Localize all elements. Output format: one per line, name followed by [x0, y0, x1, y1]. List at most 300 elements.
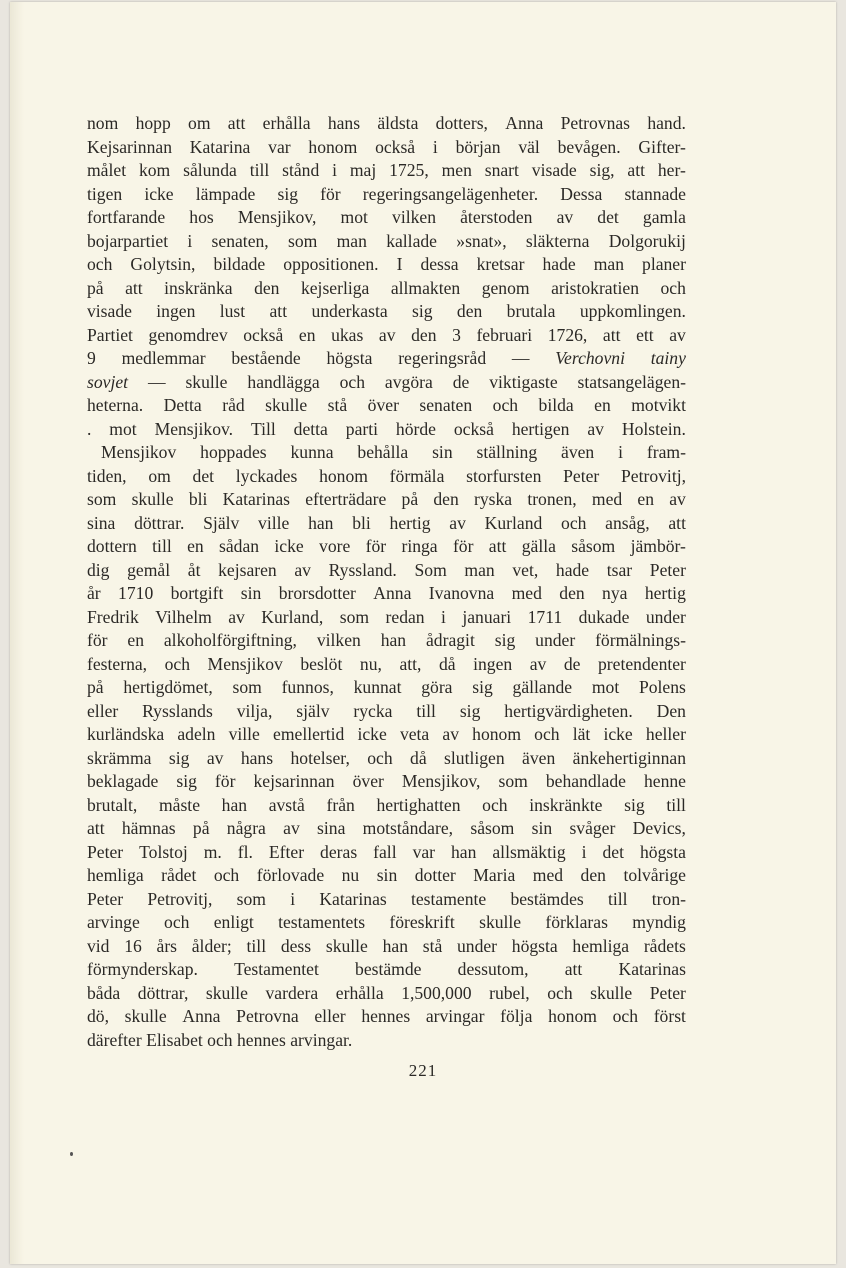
word: om — [188, 113, 211, 133]
word: I — [396, 254, 403, 274]
word: Katarinas — [319, 888, 387, 909]
word: av — [294, 559, 311, 580]
word: då — [438, 653, 456, 674]
word: över — [352, 771, 384, 791]
word: deras — [320, 841, 358, 862]
word: Kejsarinnan — [87, 136, 173, 157]
text-line — [87, 653, 686, 677]
word: dö, — [87, 1006, 109, 1026]
word: med — [532, 865, 564, 885]
word: medlemmar — [121, 348, 206, 368]
word: dukade — [578, 606, 630, 627]
word: visade — [531, 160, 577, 180]
word: stå — [327, 395, 348, 415]
word: efterträdare — [305, 489, 387, 509]
word: göra — [421, 677, 453, 697]
word: vore — [319, 536, 351, 556]
word: änkehertiginnan — [572, 747, 686, 768]
word: regeringsangelägenheter. — [362, 183, 539, 204]
word: ville — [228, 724, 260, 744]
word: erhålla — [262, 113, 311, 133]
word: dottern — [87, 536, 137, 556]
word: Peter — [563, 465, 600, 486]
word: förmynderskap. — [87, 959, 198, 979]
text-line — [87, 253, 686, 277]
word: till — [249, 160, 270, 180]
word: mot — [340, 207, 368, 227]
word: då — [410, 747, 427, 768]
word: Mensjikov, — [237, 207, 317, 227]
word: följa — [500, 1006, 533, 1026]
word: att, — [399, 653, 422, 674]
word: sig — [459, 700, 481, 721]
word: under — [645, 606, 686, 627]
word: lät — [572, 724, 591, 744]
word: år — [87, 583, 101, 603]
word: dotters, — [435, 113, 488, 133]
text-line — [87, 112, 686, 136]
word: skulle — [131, 489, 174, 509]
word: hörde — [395, 418, 436, 439]
text-line — [87, 747, 686, 771]
word: ryska — [473, 489, 513, 509]
document-page — [10, 2, 836, 1264]
word: nom — [87, 113, 119, 133]
word: hos — [189, 207, 214, 227]
word: en — [127, 630, 144, 650]
word: Anna — [505, 113, 544, 133]
word: Kurland — [484, 512, 543, 533]
word: och — [561, 512, 587, 533]
word: ingen — [473, 653, 513, 674]
word: vid — [87, 935, 110, 956]
word: Verchovni — [555, 348, 625, 368]
word: för — [452, 536, 474, 556]
word: sig — [168, 747, 190, 768]
word: m. — [203, 841, 222, 862]
word: som — [339, 606, 370, 627]
word: Mensjikov — [207, 653, 283, 674]
word: nu, — [359, 653, 382, 674]
word: senaten — [419, 395, 473, 415]
word: 1711 — [527, 606, 563, 627]
word: till — [416, 700, 436, 721]
text-line — [87, 958, 686, 982]
word: att — [87, 818, 105, 838]
word: mot — [109, 418, 137, 439]
word: sålunda — [183, 160, 237, 180]
word: hade — [542, 254, 576, 274]
word: arvingar. — [290, 1029, 353, 1050]
word: ringa — [401, 536, 438, 556]
word: bojarpartiet — [87, 230, 169, 251]
word: också — [375, 136, 416, 157]
word: icke — [603, 724, 633, 744]
word: heterna. — [87, 395, 144, 415]
word: under — [535, 630, 576, 650]
word: att — [269, 301, 288, 321]
word: skulle — [325, 935, 368, 956]
text-line — [87, 700, 686, 724]
word: kunna — [290, 442, 334, 462]
word: i — [441, 606, 446, 627]
word: bli — [352, 512, 371, 533]
word: inskränkte — [529, 794, 603, 815]
word: tainy — [650, 348, 686, 368]
word: hade — [555, 559, 590, 580]
text-line — [87, 864, 686, 888]
word: på — [192, 818, 210, 838]
word: sig — [277, 183, 299, 204]
word: sig — [494, 630, 516, 650]
word: i — [187, 230, 193, 251]
word: honom — [472, 724, 522, 744]
word: Ivanovna — [428, 583, 495, 603]
text-line — [87, 394, 686, 418]
word: väl — [518, 136, 540, 157]
word: Devics, — [632, 818, 686, 838]
word: Petrovitj, — [147, 888, 213, 909]
text-line — [87, 1005, 686, 1029]
word: på — [87, 677, 104, 697]
word: han — [382, 935, 408, 956]
word: för — [214, 771, 236, 791]
word: kejserliga — [300, 277, 370, 298]
word: hennes — [361, 1006, 411, 1026]
word: testamentets — [278, 912, 366, 932]
word: själv — [296, 700, 330, 721]
word: emellertid — [273, 724, 345, 744]
word: Till — [250, 418, 276, 439]
word: det — [602, 841, 624, 862]
word: stå — [422, 935, 443, 956]
body-text — [87, 112, 686, 1052]
word: regeringsråd — [398, 348, 487, 368]
word: dotter — [414, 865, 456, 885]
word: Tolstoj — [139, 841, 188, 862]
word: att — [488, 536, 507, 556]
word: att — [227, 113, 246, 133]
word: eller — [314, 1006, 346, 1026]
word: hand. — [647, 113, 686, 133]
text-line — [87, 723, 686, 747]
word: en — [594, 395, 611, 415]
word: arvingar — [425, 1006, 485, 1026]
word: Peter — [87, 841, 124, 862]
text-line — [87, 512, 686, 536]
word: 3 — [452, 324, 461, 345]
word: av — [228, 606, 245, 627]
word: till — [246, 935, 267, 956]
word: Petrovnas — [560, 113, 631, 133]
word: 16 — [124, 935, 142, 956]
word: 1,500,000 — [401, 982, 472, 1003]
word: som — [287, 230, 318, 251]
word: sig, — [589, 160, 615, 180]
paper-speck — [70, 1152, 73, 1156]
word: uppkomlingen. — [579, 301, 686, 321]
word: visade — [87, 301, 132, 321]
word: var — [268, 136, 291, 157]
word: såsom — [470, 818, 515, 838]
word: testamente — [410, 888, 487, 909]
word: dessutom, — [457, 959, 529, 979]
word: slutligen — [444, 747, 505, 768]
word: Rysslands — [142, 700, 213, 721]
word: festerna, — [87, 653, 148, 674]
page-number: 221 — [408, 1061, 438, 1080]
word: förmäla — [389, 465, 445, 486]
word: sig — [176, 771, 197, 791]
text-line — [87, 1029, 686, 1053]
word: myndig — [632, 912, 686, 932]
word: Peter — [649, 559, 686, 580]
word: beslöt — [300, 653, 343, 674]
word: tigen — [87, 183, 123, 204]
word: bestämdes — [510, 888, 584, 909]
word: nya — [602, 583, 628, 603]
word: heller — [645, 724, 686, 744]
word: i — [432, 136, 438, 157]
word: her- — [657, 160, 686, 180]
word: på — [401, 489, 419, 509]
text-line — [87, 606, 686, 630]
text-line — [87, 183, 686, 207]
word: sådan — [219, 536, 260, 556]
word: hertigen — [511, 418, 570, 439]
word: förmälnings- — [595, 630, 686, 650]
word: hertig — [644, 583, 686, 603]
word: storfursten — [466, 465, 542, 486]
word: Partiet — [87, 324, 133, 345]
word: genom — [481, 277, 530, 298]
word: icke — [144, 183, 174, 204]
word: den — [580, 865, 606, 885]
text-line — [87, 206, 686, 230]
text-line — [87, 136, 686, 160]
word: Kurland, — [261, 606, 324, 627]
word: högsta — [511, 935, 558, 956]
word: arvinge — [87, 912, 140, 932]
word: 9 — [87, 348, 96, 368]
word: nu — [341, 865, 360, 885]
word: i — [581, 841, 587, 862]
word: honom — [548, 1006, 597, 1026]
word: honom — [308, 136, 358, 157]
word: i — [332, 160, 338, 180]
word: genomdrev — [148, 324, 228, 345]
word: i — [618, 442, 624, 462]
word: sig — [472, 677, 493, 697]
word: Katarinas — [222, 489, 291, 509]
word: ställning — [476, 442, 538, 462]
word: döttrar, — [137, 982, 189, 1003]
word: för — [87, 630, 108, 650]
word: kretsar — [476, 254, 525, 274]
word: pretendenter — [598, 653, 686, 674]
word: Petrovna — [236, 1006, 299, 1026]
word: gemål — [127, 559, 171, 580]
word: ukas — [331, 324, 364, 345]
word: den — [559, 583, 585, 603]
word: sin — [240, 583, 262, 603]
word: början — [455, 136, 501, 157]
word: brutala — [506, 301, 556, 321]
word: bestämde — [355, 959, 422, 979]
word: sin — [376, 865, 398, 885]
word: alkoholförgiftning, — [163, 630, 297, 650]
word: av — [529, 653, 547, 674]
word: och — [492, 395, 519, 415]
word: fl. — [237, 841, 253, 862]
word: icke — [357, 724, 387, 744]
word: skulle — [205, 982, 248, 1003]
word: sig — [412, 301, 433, 321]
word: man — [593, 254, 624, 274]
word: med — [511, 583, 542, 603]
word: vilken — [392, 207, 436, 227]
word: högsta — [326, 348, 373, 368]
word: också — [243, 324, 284, 345]
word: tron- — [651, 888, 686, 909]
word: beklagade — [87, 771, 159, 791]
word: fall — [373, 841, 397, 862]
word: ingen — [156, 301, 196, 321]
word: några — [226, 818, 266, 838]
text-line — [87, 324, 686, 348]
word: skulle — [185, 371, 228, 392]
word: brorsdotter — [278, 583, 356, 603]
word: maj — [349, 160, 377, 180]
word: han — [451, 841, 477, 862]
word: även — [522, 747, 556, 768]
word: hertigdömet, — [123, 677, 213, 697]
word: Anna — [182, 1006, 221, 1026]
word: därefter — [87, 1029, 147, 1050]
word: underkasta — [311, 301, 388, 321]
word: aristokratien — [551, 277, 639, 298]
word: Gifter- — [638, 136, 686, 157]
word: kom — [138, 160, 171, 180]
word: oppositionen. — [283, 254, 379, 274]
word: Peter — [87, 888, 124, 909]
word: hämnas — [121, 818, 176, 838]
word: Testamentet — [234, 959, 319, 979]
word: Peter — [649, 982, 686, 1003]
text-line — [87, 418, 686, 442]
word: brutalt, — [87, 794, 138, 815]
word: stannade — [624, 183, 686, 204]
word: ville — [258, 512, 290, 533]
word: döttrar. — [134, 512, 185, 533]
word: viktigaste — [489, 371, 558, 392]
word: måste — [158, 794, 201, 815]
text-line — [87, 441, 686, 465]
word: åt — [187, 559, 201, 580]
word: att — [627, 160, 645, 180]
word: av — [442, 724, 459, 744]
word: Mensjikov, — [401, 771, 481, 791]
word: bestående — [231, 348, 301, 368]
word: redan — [385, 606, 425, 627]
word: funnos, — [281, 677, 334, 697]
word: jämbör- — [630, 536, 686, 556]
word: behålla — [357, 442, 409, 462]
word: och — [213, 865, 240, 885]
word: äldsta — [377, 113, 419, 133]
word: ådragit — [425, 630, 475, 650]
word: motvikt — [631, 395, 686, 415]
word: hennes — [236, 1029, 291, 1050]
word: i — [290, 888, 296, 909]
word: rådet — [161, 865, 197, 885]
word: från — [326, 794, 355, 815]
word: fortfarande — [87, 207, 166, 227]
word: mot — [591, 677, 620, 697]
word: Holstein. — [621, 418, 686, 439]
word: över — [367, 395, 399, 415]
word: sovjet — [87, 371, 129, 392]
word: skulle — [265, 395, 308, 415]
word: och — [367, 747, 393, 768]
word: enligt — [213, 912, 254, 932]
word: statsangelägen- — [577, 371, 686, 392]
word: han — [380, 630, 407, 650]
word: men — [441, 160, 472, 180]
word: Katarina — [189, 136, 251, 157]
word: dess — [280, 935, 312, 956]
word: av — [556, 207, 574, 227]
text-line — [87, 347, 686, 371]
word: tolvårige — [623, 865, 686, 885]
word: och — [87, 254, 113, 274]
word: motståndare, — [362, 818, 454, 838]
word: och — [339, 371, 366, 392]
word: senaten, — [211, 230, 269, 251]
word: allsmäktig — [492, 841, 566, 862]
word: ett — [636, 324, 654, 345]
word: vardera — [265, 982, 319, 1003]
word: till — [152, 536, 172, 556]
word: även — [561, 442, 595, 462]
word: Petrovitj, — [621, 465, 686, 486]
text-line — [87, 935, 686, 959]
word: vilja, — [236, 700, 273, 721]
word: som — [232, 677, 262, 697]
word: den — [254, 277, 280, 298]
word: som — [498, 771, 528, 791]
word: hans — [327, 113, 361, 133]
word: tsar — [606, 559, 633, 580]
word: en — [637, 489, 655, 509]
word: såsom — [571, 536, 616, 556]
word: Elisabet — [146, 1029, 208, 1050]
text-line — [87, 817, 686, 841]
word: släkterna — [525, 230, 590, 251]
word: den — [433, 489, 459, 509]
text-line — [87, 277, 686, 301]
word: sin — [531, 818, 553, 838]
word: icke — [274, 536, 304, 556]
word: ålder; — [191, 935, 232, 956]
word: . — [87, 418, 92, 439]
word: gällande — [512, 677, 573, 697]
word: gamla — [642, 207, 686, 227]
word: Fredrik — [87, 606, 139, 627]
word: Dessa — [560, 183, 603, 204]
word: de — [563, 653, 581, 674]
word: snart — [484, 160, 519, 180]
